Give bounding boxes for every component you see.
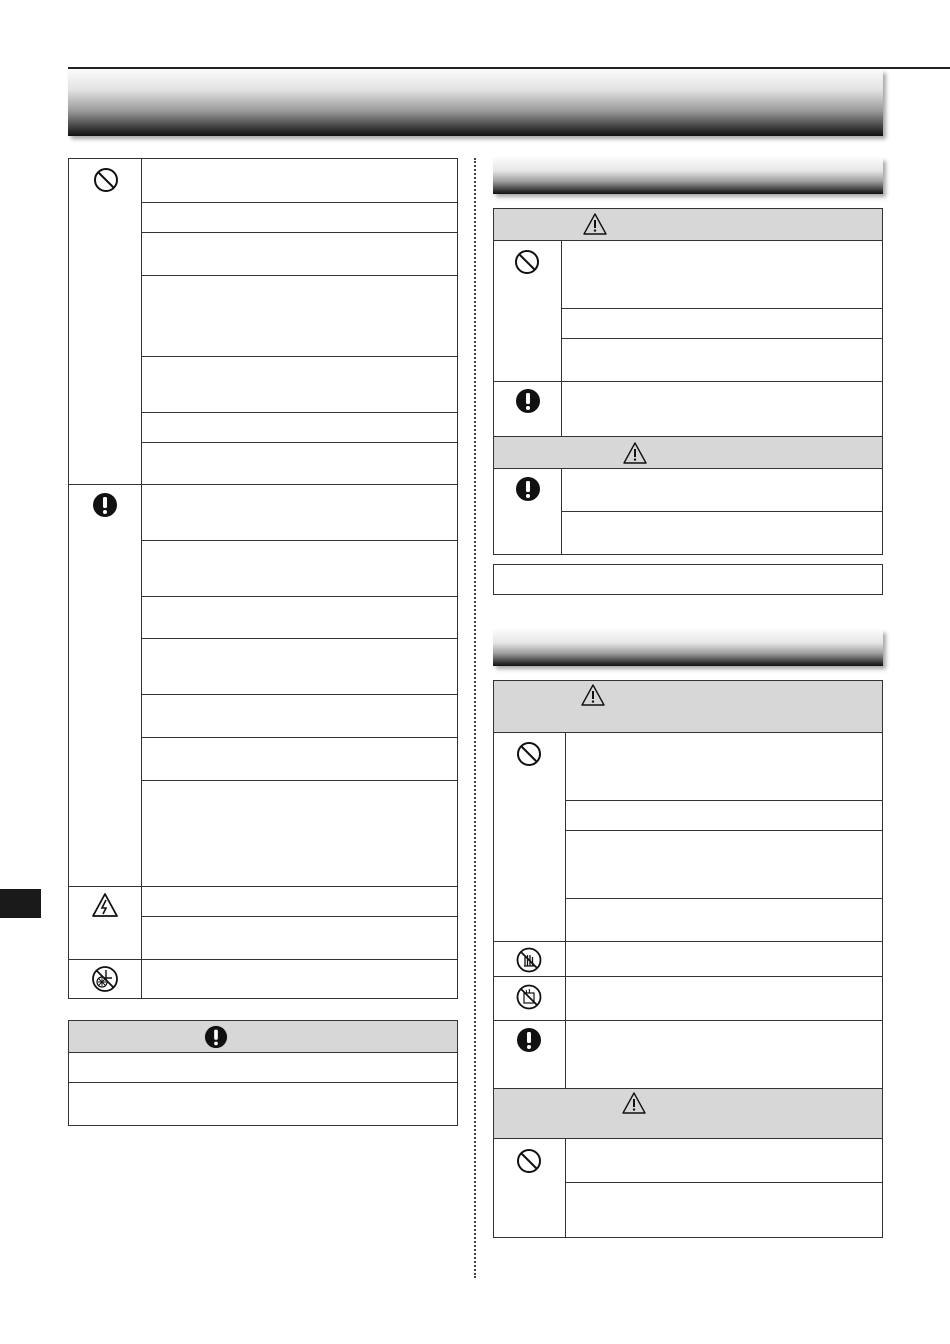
group-separator	[69, 484, 457, 485]
table-row	[561, 511, 882, 512]
prohibition-icon	[514, 249, 540, 275]
group-separator	[494, 941, 882, 942]
section-title-bar	[68, 70, 883, 136]
prohibition-icon	[516, 1148, 542, 1174]
table-row	[561, 338, 882, 339]
warning-triangle-icon	[622, 1092, 646, 1114]
no-wet-hands-icon	[516, 947, 542, 973]
warning-triangle-icon	[583, 213, 607, 235]
table-row	[69, 1082, 457, 1083]
page-title	[68, 70, 69, 71]
caution-table	[68, 1052, 458, 1126]
subsection-title-bar	[493, 630, 883, 666]
table-row	[141, 596, 457, 597]
subsection-title-bar	[493, 158, 883, 194]
group-separator	[494, 976, 882, 977]
table-row	[565, 800, 882, 801]
caution-header	[68, 1020, 458, 1053]
table-row	[141, 275, 457, 276]
warning-header	[493, 208, 883, 241]
caution-header	[493, 436, 883, 469]
table-row	[141, 540, 457, 541]
table-row	[565, 898, 882, 899]
table-row	[141, 694, 457, 695]
table-row	[141, 916, 457, 917]
table-row	[141, 737, 457, 738]
no-touch-icon	[91, 965, 119, 993]
table-row	[565, 830, 882, 831]
table-row	[565, 1182, 882, 1183]
electric-shock-icon	[91, 892, 119, 918]
table-row	[141, 232, 457, 233]
exclamation-icon	[92, 492, 118, 518]
warning-table	[493, 732, 883, 1089]
table-row	[141, 780, 457, 781]
left-safety-table	[68, 158, 458, 999]
exclamation-icon	[204, 1025, 228, 1049]
no-water-icon	[516, 984, 542, 1010]
column-divider	[474, 158, 476, 1278]
caution-table	[493, 468, 883, 555]
header-rule	[68, 67, 950, 69]
warning-triangle-icon	[581, 684, 605, 706]
prohibition-icon	[516, 741, 542, 767]
table-row	[141, 638, 457, 639]
warning-triangle-icon	[623, 442, 647, 464]
icon-column-separator	[141, 159, 142, 998]
table-row	[141, 412, 457, 413]
caution-table	[493, 1138, 883, 1238]
prohibition-icon	[93, 167, 119, 193]
group-separator	[494, 381, 882, 382]
note-box	[493, 564, 883, 595]
table-row	[561, 308, 882, 309]
table-row	[141, 356, 457, 357]
group-separator	[494, 1020, 882, 1021]
warning-table	[493, 240, 883, 437]
icon-column-separator	[565, 1139, 566, 1237]
group-separator	[69, 886, 457, 887]
warning-header	[493, 680, 883, 733]
table-row	[141, 442, 457, 443]
exclamation-icon	[515, 388, 541, 414]
exclamation-icon	[515, 476, 541, 502]
chapter-tab-marker	[0, 889, 41, 918]
caution-header	[493, 1088, 883, 1139]
table-row	[141, 202, 457, 203]
exclamation-icon	[516, 1027, 542, 1053]
group-separator	[69, 959, 457, 960]
icon-column-separator	[565, 733, 566, 1088]
